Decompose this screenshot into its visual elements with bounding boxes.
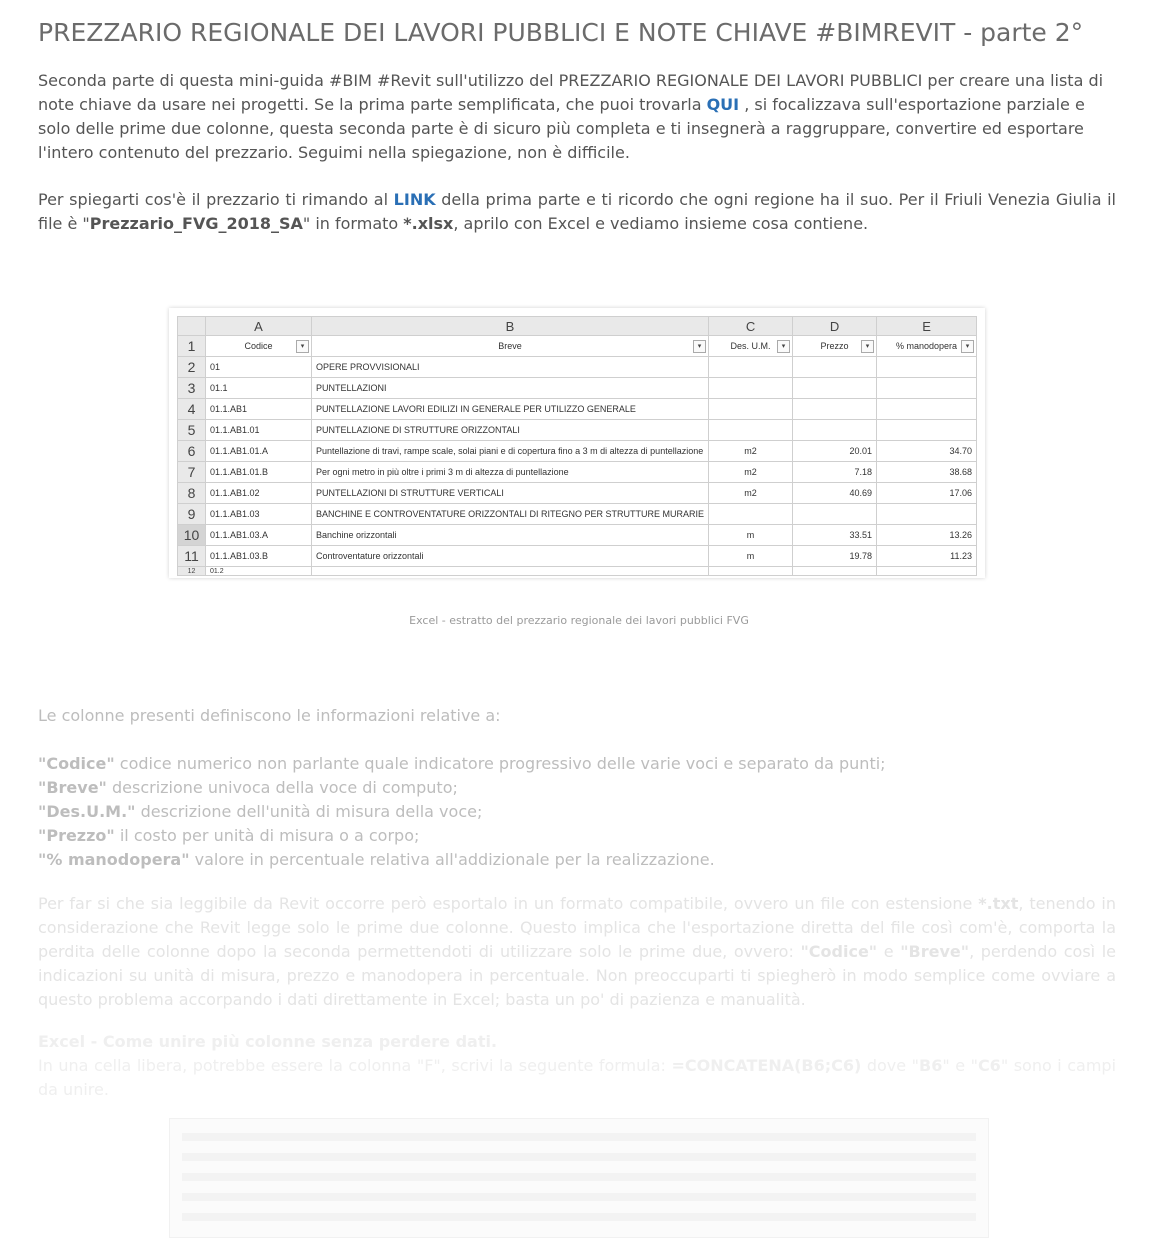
row-number: 5 xyxy=(178,420,206,441)
table-cell: 01.1.AB1.03 xyxy=(206,504,312,525)
filter-dropdown-icon[interactable]: ▾ xyxy=(296,340,309,353)
qui-link[interactable]: QUI xyxy=(706,95,740,114)
txt-extension: *.txt xyxy=(978,894,1019,913)
excel-screenshot xyxy=(169,308,985,578)
table-cell: Per ogni metro in più oltre i primi 3 m di altezza di puntellazione xyxy=(312,462,709,483)
definition-item xyxy=(38,824,1116,848)
p3-text-3: e xyxy=(877,942,901,961)
column-letter: E xyxy=(877,317,977,336)
columns-intro: Le colonne presenti definiscono le informazioni relative a: xyxy=(38,706,501,725)
definition-term: "Des.U.M." xyxy=(38,802,136,821)
row-number: 2 xyxy=(178,357,206,378)
row-number: 12 xyxy=(178,567,206,576)
table-cell: 01.1.AB1.01.B xyxy=(206,462,312,483)
cell-b6: B6 xyxy=(919,1056,943,1075)
corner-cell xyxy=(178,317,206,336)
table-cell xyxy=(793,378,877,399)
concat-section xyxy=(38,1030,1116,1102)
definition-term: "Codice" xyxy=(38,754,115,773)
header-label: Codice xyxy=(244,341,273,351)
header-label: Prezzo xyxy=(820,341,849,351)
p3-text-1: Per far si che sia leggibile da Revit occorre però esportalo in un formato compatibile, ovvero un file con estensione xyxy=(38,894,979,913)
prezzario-paragraph xyxy=(38,188,1116,236)
table-cell xyxy=(793,420,877,441)
table-cell xyxy=(877,420,977,441)
table-cell: 01.1.AB1.02 xyxy=(206,483,312,504)
header-label: % manodopera xyxy=(896,341,958,351)
table-cell: 13.26 xyxy=(877,525,977,546)
table-cell xyxy=(709,357,793,378)
table-cell xyxy=(709,378,793,399)
table-cell xyxy=(793,504,877,525)
table-row xyxy=(178,441,977,462)
columns-section xyxy=(38,704,1116,872)
article xyxy=(38,14,1116,236)
table-cell: Banchine orizzontali xyxy=(312,525,709,546)
table-cell: m xyxy=(709,546,793,567)
header-label: Breve xyxy=(498,341,522,351)
column-letter: A xyxy=(206,317,312,336)
table-cell: m xyxy=(709,525,793,546)
row-number: 3 xyxy=(178,378,206,399)
table-cell: PUNTELLAZIONI xyxy=(312,378,709,399)
table-cell: 34.70 xyxy=(877,441,977,462)
table-cell: OPERE PROVVISIONALI xyxy=(312,357,709,378)
table-row xyxy=(178,546,977,567)
row-number: 9 xyxy=(178,504,206,525)
p3-text-4: , perdendo così le indicazioni su unità di misura, prezzo e manodopera in percentuale. Non preoccuparti ti spiegherò in modo semplice come ovviare a questo problema accorpando i dati direttamente in Excel; basta un po' di pazienza e manualità. xyxy=(38,942,1116,1009)
table-cell: Controventature orizzontali xyxy=(312,546,709,567)
header-cell xyxy=(877,336,977,357)
row-number: 4 xyxy=(178,399,206,420)
link-link[interactable]: LINK xyxy=(393,190,436,209)
table-row xyxy=(178,420,977,441)
table-cell xyxy=(793,357,877,378)
table-cell xyxy=(709,567,793,576)
column-letter: C xyxy=(709,317,793,336)
p3-text-2: , tenendo in considerazione che Revit legge solo le prime due colonne. Questo implica che l'esportazione diretta del file così com'è, comporta la perdita delle colonne dopo la seconda permettendoti di utilizzare solo le prime due, ovvero: xyxy=(38,894,1116,961)
table-cell xyxy=(709,420,793,441)
excel-heading: Excel - Come unire più colonne senza perdere dati. xyxy=(38,1032,498,1051)
p2-text-3: " in formato xyxy=(302,214,404,233)
table-cell xyxy=(312,567,709,576)
table-cell: PUNTELLAZIONI DI STRUTTURE VERTICALI xyxy=(312,483,709,504)
table-cell xyxy=(709,399,793,420)
table-cell: 20.01 xyxy=(793,441,877,462)
table-cell: 17.06 xyxy=(877,483,977,504)
definition-item xyxy=(38,752,1116,776)
definition-term: "Prezzo" xyxy=(38,826,115,845)
table-cell: 01.1.AB1.03.A xyxy=(206,525,312,546)
table-cell: PUNTELLAZIONE LAVORI EDILIZI IN GENERALE PER UTILIZZO GENERALE xyxy=(312,399,709,420)
table-cell: 01.1.AB1.01 xyxy=(206,420,312,441)
filter-dropdown-icon[interactable]: ▾ xyxy=(861,340,874,353)
table-row xyxy=(178,504,977,525)
table-cell: 38.68 xyxy=(877,462,977,483)
table-cell: Puntellazione di travi, rampe scale, solai piani e di copertura fino a 3 m di altezza di puntellazione xyxy=(312,441,709,462)
table-cell: 01 xyxy=(206,357,312,378)
row-number: 11 xyxy=(178,546,206,567)
figure-caption: Excel - estratto del prezzario regionale dei lavori pubblici FVG xyxy=(409,614,749,627)
p2-text-4: , aprilo con Excel e vediamo insieme cosa contiene. xyxy=(453,214,869,233)
table-cell xyxy=(877,567,977,576)
row-number: 10 xyxy=(178,525,206,546)
definition-text: il costo per unità di misura o a corpo; xyxy=(114,826,420,845)
definition-text: valore in percentuale relativa all'addizionale per la realizzazione. xyxy=(189,850,715,869)
faded-screenshot xyxy=(169,1118,989,1238)
definition-item xyxy=(38,848,1116,872)
header-cell xyxy=(793,336,877,357)
table-cell: 01.1 xyxy=(206,378,312,399)
file-name: Prezzario_FVG_2018_SA xyxy=(89,214,303,233)
p2-text-2: della prima parte e ti ricordo che ogni regione ha il suo. Per il Friuli Venezia Giulia il file è " xyxy=(38,190,1117,233)
table-cell: 01.1.AB1.01.A xyxy=(206,441,312,462)
header-cell xyxy=(709,336,793,357)
table-cell: 01.2 xyxy=(206,567,312,576)
table-cell xyxy=(877,399,977,420)
header-cell xyxy=(206,336,312,357)
table-cell xyxy=(793,567,877,576)
p4-text-3: " e " xyxy=(942,1056,978,1075)
definition-item xyxy=(38,776,1116,800)
table-cell xyxy=(793,399,877,420)
table-row xyxy=(178,357,977,378)
intro-text-1: Seconda parte di questa mini-guida #BIM #Revit sull'utilizzo del PREZZARIO REGIONALE DEI LAVORI PUBBLICI per creare una lista di note chiave da usare nei progetti. Se la prima parte semplificata, che puoi trovarla xyxy=(38,71,1104,114)
p4-text-2: dove " xyxy=(861,1056,919,1075)
table-row xyxy=(178,483,977,504)
export-paragraph xyxy=(38,892,1116,1012)
row-number: 7 xyxy=(178,462,206,483)
table-cell: 11.23 xyxy=(877,546,977,567)
p4-text-1: In una cella libera, potrebbe essere la colonna "F", scrivi la seguente formula: xyxy=(38,1056,672,1075)
codice-term: "Codice" xyxy=(800,942,878,961)
row-number: 8 xyxy=(178,483,206,504)
table-cell: 40.69 xyxy=(793,483,877,504)
definition-term: "Breve" xyxy=(38,778,107,797)
table-cell xyxy=(709,504,793,525)
p4-text-4: " sono i campi da unire. xyxy=(38,1056,1117,1099)
definition-item xyxy=(38,800,1116,824)
table-row xyxy=(178,567,977,576)
excel-table xyxy=(177,316,977,576)
definition-text: descrizione dell'unità di misura della voce; xyxy=(135,802,483,821)
p2-text-1: Per spiegarti cos'è il prezzario ti rimando al xyxy=(38,190,394,209)
definition-term: "% manodopera" xyxy=(38,850,190,869)
breve-term: "Breve" xyxy=(900,942,970,961)
table-cell: m2 xyxy=(709,441,793,462)
table-cell: 19.78 xyxy=(793,546,877,567)
definitions-list xyxy=(38,752,1116,872)
file-extension: *.xlsx xyxy=(403,214,454,233)
table-row xyxy=(178,378,977,399)
definition-text: descrizione univoca della voce di computo; xyxy=(106,778,458,797)
filter-dropdown-icon[interactable]: ▾ xyxy=(961,340,974,353)
column-letter: D xyxy=(793,317,877,336)
table-row xyxy=(178,462,977,483)
table-cell: m2 xyxy=(709,462,793,483)
header-cell xyxy=(312,336,709,357)
table-row xyxy=(178,399,977,420)
table-row xyxy=(178,525,977,546)
table-cell: PUNTELLAZIONE DI STRUTTURE ORIZZONTALI xyxy=(312,420,709,441)
header-label: Des. U.M. xyxy=(730,341,771,351)
table-cell: BANCHINE E CONTROVENTATURE ORIZZONTALI DI RITEGNO PER STRUTTURE MURARIE xyxy=(312,504,709,525)
table-cell: m2 xyxy=(709,483,793,504)
intro-paragraph xyxy=(38,69,1116,165)
filter-dropdown-icon[interactable]: ▾ xyxy=(777,340,790,353)
table-cell xyxy=(877,378,977,399)
formula: =CONCATENA(B6;C6) xyxy=(671,1056,862,1075)
intro-text-2: , si focalizzava sull'esportazione parziale e solo delle prime due colonne, questa seconda parte è di sicuro più completa e ti insegnerà a raggruppare, convertire ed esportare l'intero contenuto del prezzario. Seguimi nella spiegazione, non è difficile. xyxy=(38,95,1085,162)
table-cell xyxy=(877,357,977,378)
row-number: 6 xyxy=(178,441,206,462)
table-cell: 7.18 xyxy=(793,462,877,483)
table-cell: 01.1.AB1.03.B xyxy=(206,546,312,567)
definition-text: codice numerico non parlante quale indicatore progressivo delle varie voci e separato da punti; xyxy=(114,754,886,773)
table-cell xyxy=(877,504,977,525)
page-title: PREZZARIO REGIONALE DEI LAVORI PUBBLICI E NOTE CHIAVE #BIMREVIT - parte 2° xyxy=(38,18,1084,47)
filter-dropdown-icon[interactable]: ▾ xyxy=(693,340,706,353)
row-number: 1 xyxy=(178,336,206,357)
cell-c6: C6 xyxy=(977,1056,1001,1075)
table-cell: 01.1.AB1 xyxy=(206,399,312,420)
column-letter: B xyxy=(312,317,709,336)
table-cell: 33.51 xyxy=(793,525,877,546)
